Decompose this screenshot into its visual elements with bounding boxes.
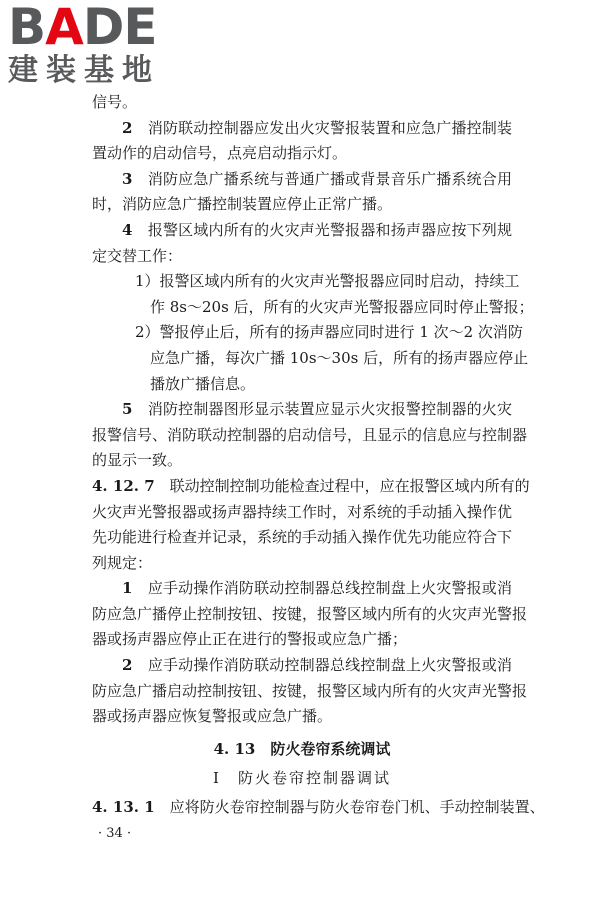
logo-wordmark: BADE <box>8 0 157 56</box>
list-item-3: 3 消防应急广播系统与普通广播或背景音乐广播系统合用 <box>122 169 512 188</box>
text-line: 先功能进行检查并记录，系统的手动插入操作优先功能应符合下 <box>92 528 513 547</box>
sub-item-1: 1）报警区域内所有的火灾声光警报器应同时启动，持续工 <box>135 272 520 291</box>
text-line: 火灾声光警报器或扬声器持续工作时，对系统的手动插入操作优 <box>92 502 513 521</box>
text-line: 定交替工作： <box>92 246 183 265</box>
text-line: 防应急广播停止控制按钮、按键，报警区域内所有的火灾声光警报 <box>92 604 528 623</box>
text-line: 时，消防应急广播控制装置应停止正常广播。 <box>92 195 393 214</box>
text-line: 置动作的启动信号，点亮启动指示灯。 <box>92 144 348 163</box>
document-page <box>92 90 545 844</box>
list-item-2b: 2 应手动操作消防联动控制器总线控制盘上火灾警报或消 <box>122 656 512 675</box>
text-line: 播放广播信息。 <box>150 374 256 393</box>
item-number: 1 <box>122 579 133 598</box>
text-line: 报警信号、消防联动控制器的启动信号，且显示的信息应与控制器 <box>92 425 528 444</box>
sub-item-2: 2）警报停止后，所有的扬声器应同时进行 1 次～2 次消防 <box>135 323 523 342</box>
text-line: 器或扬声器应停止正在进行的警报或应急广播； <box>92 630 408 649</box>
list-item-5: 5 消防控制器图形显示装置应显示火灾报警控制器的火灾 <box>122 400 512 419</box>
item-number: 4 <box>122 220 133 239</box>
section-heading: 4. 13 防火卷帘系统调试 <box>213 739 391 758</box>
text-line: 防应急广播启动控制按钮、按键，报警区域内所有的火灾声光警报 <box>92 681 528 700</box>
text-line: 器或扬声器应恢复警报或应急广播。 <box>92 707 333 726</box>
bade-logo <box>8 2 160 88</box>
list-item-1: 1 应手动操作消防联动控制器总线控制盘上火灾警报或消 <box>122 579 512 598</box>
text-line: 作 8s～20s 后，所有的火灾声光警报器应同时停止警报； <box>150 297 534 316</box>
list-item-4: 4 报警区域内所有的火灾声光警报器和扬声器应按下列规 <box>122 220 512 239</box>
clause-number: 4. 12. 7 <box>92 476 155 495</box>
item-number: 2 <box>122 656 133 675</box>
clause-4-12-7: 4. 12. 7 联动控制控制功能检查过程中，应在报警区域内所有的 <box>92 476 530 495</box>
clause-number: 4. 13. 1 <box>92 797 155 816</box>
text-line: 的显示一致。 <box>92 451 183 470</box>
text-line: 列规定： <box>92 553 153 572</box>
item-number: 5 <box>122 400 133 419</box>
logo-subtitle: 建装基地 <box>8 53 160 88</box>
subsection-heading: Ⅰ 防火卷帘控制器调试 <box>213 768 391 787</box>
page-number: · 34 · <box>98 826 132 842</box>
clause-4-13-1: 4. 13. 1 应将防火卷帘控制器与防火卷帘卷门机、手动控制装置、 <box>92 797 545 816</box>
item-number: 3 <box>122 169 133 188</box>
item-number: 2 <box>122 118 133 137</box>
text-line: 信号。 <box>92 93 138 111</box>
text-line: 应急广播，每次广播 10s～30s 后，所有的扬声器应停止 <box>150 348 529 367</box>
list-item-2: 2 消防联动控制器应发出火灾警报装置和应急广播控制装 <box>122 118 512 137</box>
